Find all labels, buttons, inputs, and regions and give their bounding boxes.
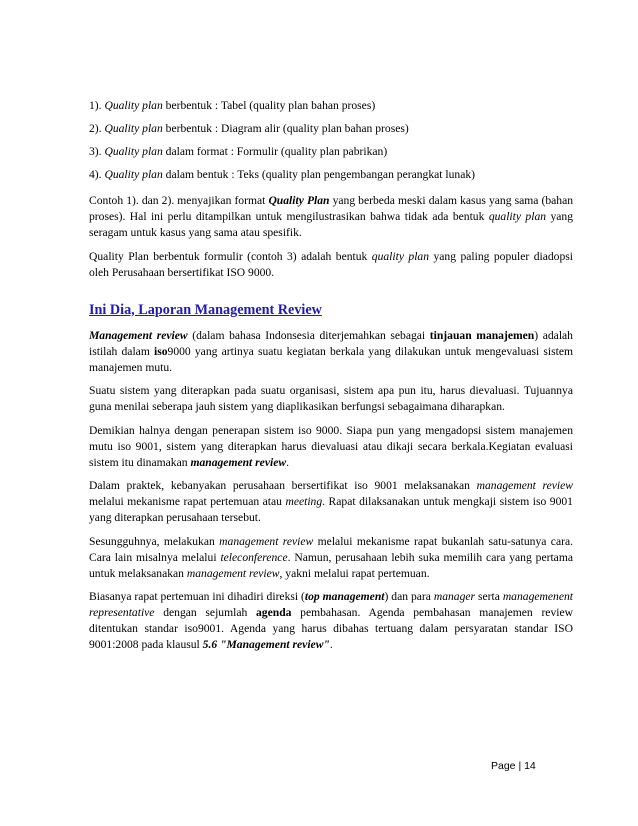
text: yang seragam untuk kasus yang sama atau spesifik.	[89, 210, 573, 239]
list-item	[89, 121, 573, 137]
term-iso: iso	[154, 344, 168, 358]
paragraph-alternatives	[89, 534, 573, 582]
term-top-management: top management	[304, 590, 385, 603]
list-text: dalam format : Formulir (quality plan pabrikan)	[162, 145, 388, 158]
term-meeting: meeting	[285, 495, 323, 508]
term-agenda: agenda	[256, 606, 292, 619]
list-item	[89, 167, 573, 183]
text: melalui mekanisme rapat pertemuan atau	[89, 495, 286, 508]
text: , yakni melalui rapat pertemuan.	[279, 566, 430, 580]
text: .	[286, 455, 289, 469]
list-number: 4).	[89, 168, 102, 181]
paragraph-evaluation: Suatu sistem yang diterapkan pada suatu organisasi, sistem apa pun itu, harus dievaluasi. Tujuannya guna menilai seberapa jauh sistem yang diaplikasikan berfungsi sebagaimana diharapkan.	[89, 384, 573, 413]
document-page	[89, 98, 573, 661]
text: 9000 yang artinya suatu kegiatan berkala yang dilakukan untuk mengevaluasi sistem manajemen mutu.	[89, 344, 573, 374]
list-text: berbentuk : Tabel (quality plan bahan proses)	[162, 99, 376, 112]
text: Demikian halnya dengan penerapan sistem iso 9000. Siapa pun yang mengadopsi sistem manajemen mutu iso 9001, sistem yang diterapkan harus dievaluasi atau dikaji secara berkala.Kegiatan evaluasi sistem itu dinamakan	[89, 423, 573, 469]
paragraph-practice	[89, 478, 573, 526]
term-management-review: Management review	[89, 328, 188, 342]
paragraph-iso-9000	[89, 423, 573, 471]
text: Biasanya rapat pertemuan ini dihadiri direksi (	[89, 590, 305, 603]
term-manager: manager	[433, 590, 476, 603]
term-quality-plan: quality plan	[488, 210, 547, 223]
text: Contoh 1). dan 2). menyajikan format	[89, 194, 269, 207]
term-quality-plan: Quality plan	[104, 168, 163, 181]
term-quality-plan: Quality Plan	[268, 194, 330, 207]
paragraph-form	[89, 249, 573, 281]
page-number: Page | 14	[491, 760, 536, 772]
list-number: 2).	[89, 122, 102, 135]
term-management-review: management review	[190, 455, 287, 469]
text: Dalam praktek, kebanyakan perusahaan bersertifikat iso 9001 melaksanakan	[89, 479, 477, 492]
text: yang berbeda meski dalam kasus yang sama (bahan proses). Hal ini perlu ditampilkan untuk mengilustrasikan bahwa tidak ada bentuk	[89, 194, 574, 223]
text: pembahasan. Agenda pembahasan manajemen review ditentukan standar iso9001. Agenda yang harus dibahas tertuang dalam persyaratan standar ISO 9001:2008 pada klausul	[89, 606, 573, 651]
text: (dalam bahasa Indonsesia diterjemahkan sebagai	[187, 328, 430, 342]
text: dengan sejumlah	[154, 606, 256, 619]
paragraph-meeting	[89, 589, 573, 653]
term-tinjauan-manajemen: tinjauan manajemen	[429, 328, 535, 342]
term-quality-plan: Quality plan	[104, 99, 163, 112]
term-management-review: management review	[186, 566, 280, 580]
term-teleconference: teleconference	[220, 550, 288, 564]
text: Quality Plan berbentuk formulir (contoh 3) adalah bentuk	[89, 249, 372, 263]
list-number: 1).	[89, 99, 102, 112]
text: ) dan para	[384, 590, 434, 603]
text: . Rapat dilaksanakan untuk mengkaji sistem iso 9001 yang diterapkan perusahaan tersebut.	[89, 495, 573, 524]
list-item	[89, 98, 573, 114]
section-heading: Ini Dia, Laporan Management Review	[89, 301, 322, 318]
term-management-review: management review	[476, 479, 573, 492]
text: . Namun, perusahaan lebih suka memilih cara yang pertama untuk melaksanakan	[89, 550, 573, 580]
list-text: dalam bentuk : Teks (quality plan pengembangan perangkat lunak)	[162, 168, 475, 181]
text: melalui mekanisme rapat bukanlah satu-satunya cara. Cara lain misalnya melalui	[89, 534, 573, 564]
text: ) adalah istilah dalam	[89, 328, 573, 358]
list-text: berbentuk : Diagram alir (quality plan bahan proses)	[162, 122, 409, 135]
text: Sesungguhnya, melakukan	[89, 534, 220, 548]
paragraph-definition	[89, 328, 573, 376]
text: .	[329, 638, 333, 651]
text: serta	[475, 590, 503, 603]
clause-reference: 5.6 "Management review"	[202, 638, 330, 651]
term-quality-plan: quality plan	[371, 249, 430, 263]
list-item	[89, 144, 573, 160]
term-management-representative: managemenent representative	[89, 590, 573, 619]
term-quality-plan: Quality plan	[104, 145, 163, 158]
term-quality-plan: Quality plan	[104, 122, 163, 135]
text: yang paling populer diadopsi oleh Perusahaan bersertifikat ISO 9000.	[89, 249, 574, 279]
list-number: 3).	[89, 145, 102, 158]
term-management-review: management review	[219, 534, 314, 548]
paragraph-example	[89, 193, 573, 241]
